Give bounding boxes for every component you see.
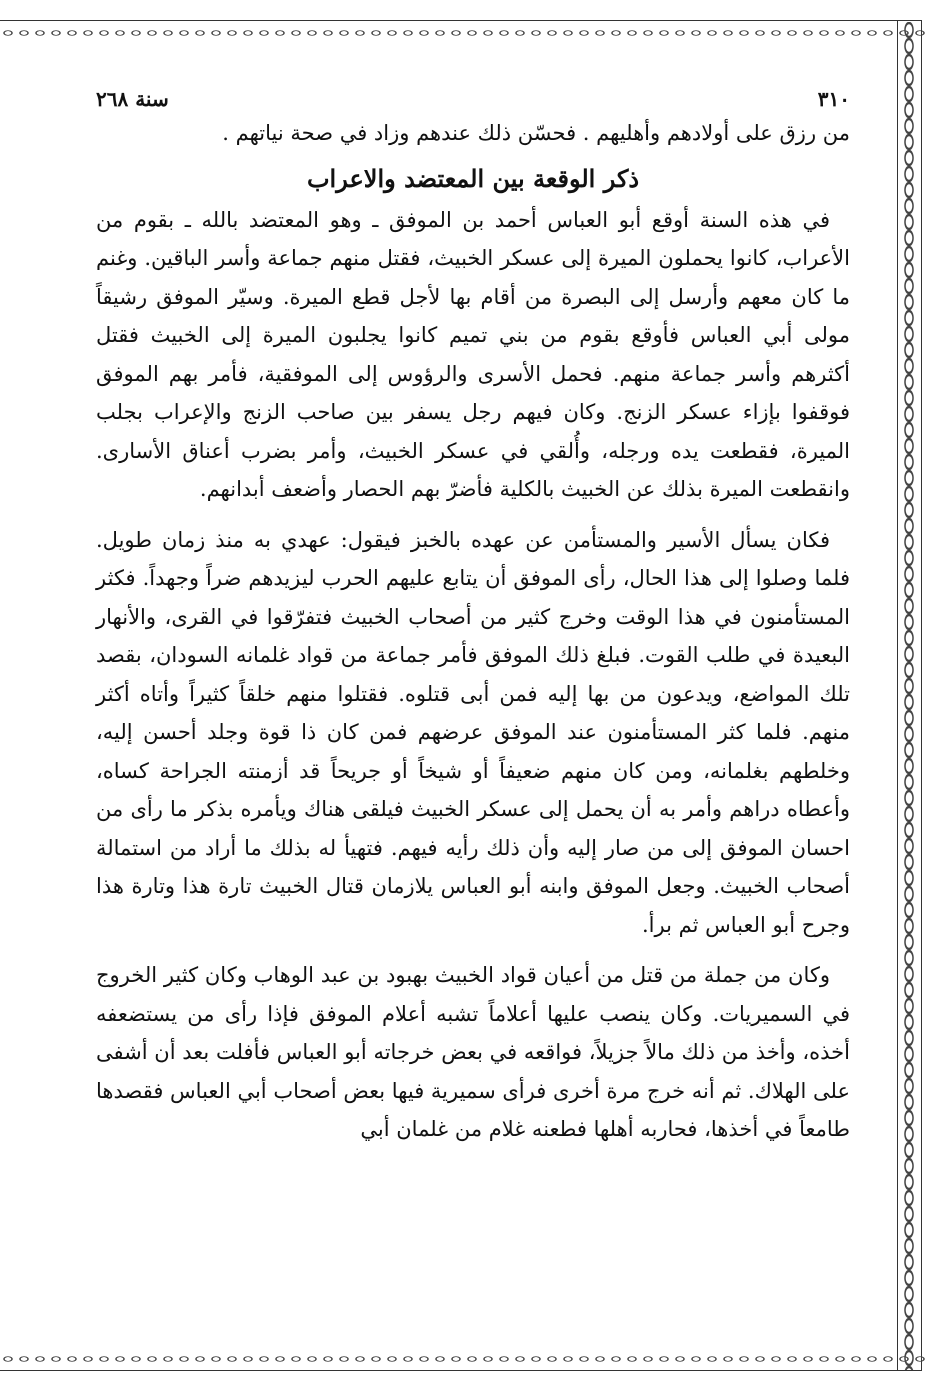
decorative-border-top [0, 22, 930, 44]
paragraph-3: وكان من جملة من قتل من أعيان قواد الخبيث بهبود بن عبد الوهاب وكان كثير الخروج في السميريات. وكان ينصب عليها أعلاماً تشبه أعلام الموفق فإذا رأى من يستضعفه أخذه، وأخذ من ذلك مالاً جزيلاً، فواقعه في بعض خرجاته أبو العباس فأفلت بعد أن أشفى على الهلاك. ثم أنه خرج مرة أخرى فرأى سميرية فيها بعض أصحاب أبي العباس فقصدها طامعاً في أخذها، فحاربه أهلها فطعنه غلام من غلمان أبي [96, 963, 850, 1141]
running-head [96, 84, 850, 114]
decorative-border-right [898, 22, 920, 1370]
section-title: ذكر الوقعة بين المعتضد والاعراب [306, 163, 640, 193]
frame-right-rule-inner [897, 20, 898, 1371]
decorative-border-bottom [0, 1348, 930, 1370]
frame-bottom-rule [0, 1370, 922, 1371]
frame-right-rule-outer [921, 20, 922, 1371]
main-text [96, 114, 850, 1149]
paragraph-1: في هذه السنة أوقع أبو العباس أحمد بن الموفق ـ وهو المعتضد بالله ـ بقوم من الأعراب، كانوا يحملون الميرة إلى عسكر الخبيث، فقتل منهم جماعة وأسر الباقين. وغنم ما كان معهم وأرسل إلى البصرة من أقام بها لأجل قطع الميرة. وسيّر الموفق رشيقاً مولى أبي العباس فأوقع بقوم من بني تميم كانوا يجلبون الميرة إلى الخبيث فقتل أكثرهم وأسر جماعة منهم. فحمل الأسرى والرؤوس إلى الموفقية، فأمر بهم الموفق فوقفوا بإزاء عسكر الزنج. وكان فيهم رجل يسفر بين صاحب الزنج والإعراب بجلب الميرة، فقطعت يده ورجله، وأُلقي في عسكر الخبيث، وأمر بضرب أعناق الأسارى. وانقطعت الميرة بذلك عن الخبيث بالكلية فأضرّ بهم الحصار وأضعف أبدانهم. [96, 207, 850, 501]
carryover-line: من رزق على أولادهم وأهليهم . فحسّن ذلك عندهم وزاد في صحة نياتهم . [222, 121, 850, 145]
paragraph-2: فكان يسأل الأسير والمستأمن عن عهده بالخبز فيقول: عهدي به منذ زمان طويل. فلما وصلوا إلى هذا الحال، رأى الموفق أن يتابع عليهم الحرب ليزيدهم ضراً وجهداً. فكثر المستأمنون في هذا الوقت وخرج كثير من أصحاب الخبيث فتفرّقوا في القرى، والأنهار البعيدة في طلب القوت. فبلغ ذلك الموفق فأمر جماعة من قواد غلمانه السودان، بقصد تلك المواضع، ويدعون من بها إليه فمن أبى قتلوه. فقتلوا منهم خلقاً كثيراً وأتاه أكثر منهم. فلما كثر المستأمنون عند الموفق عرضهم فمن كان ذا قوة وجلد أحسن إليه، وخلطهم بغلمانه، ومن كان منهم ضعيفاً أو شيخاً أو جريحاً قد أزمنته الجراحة كساه، وأعطاه دراهم وأمر به أن يحمل إلى عسكر الخبيث فيلقى هناك ويأمره بذكر ما رأى من احسان الموفق إلى من صار إليه وأن ذلك رأيه فيهم. فتهيأ له بذلك ما أراد من استمالة أصحاب الخبيث. وجعل الموفق وابنه أبو العباس يلازمان قتال الخبيث تارة هذا وتارة هذا وجرح أبو العباس ثم برأ. [96, 527, 850, 937]
frame-top-rule [0, 20, 922, 21]
page-number: ٣١٠ [817, 87, 850, 111]
page-body [96, 84, 850, 1149]
year-label: سنة ٢٦٨ [96, 87, 169, 111]
